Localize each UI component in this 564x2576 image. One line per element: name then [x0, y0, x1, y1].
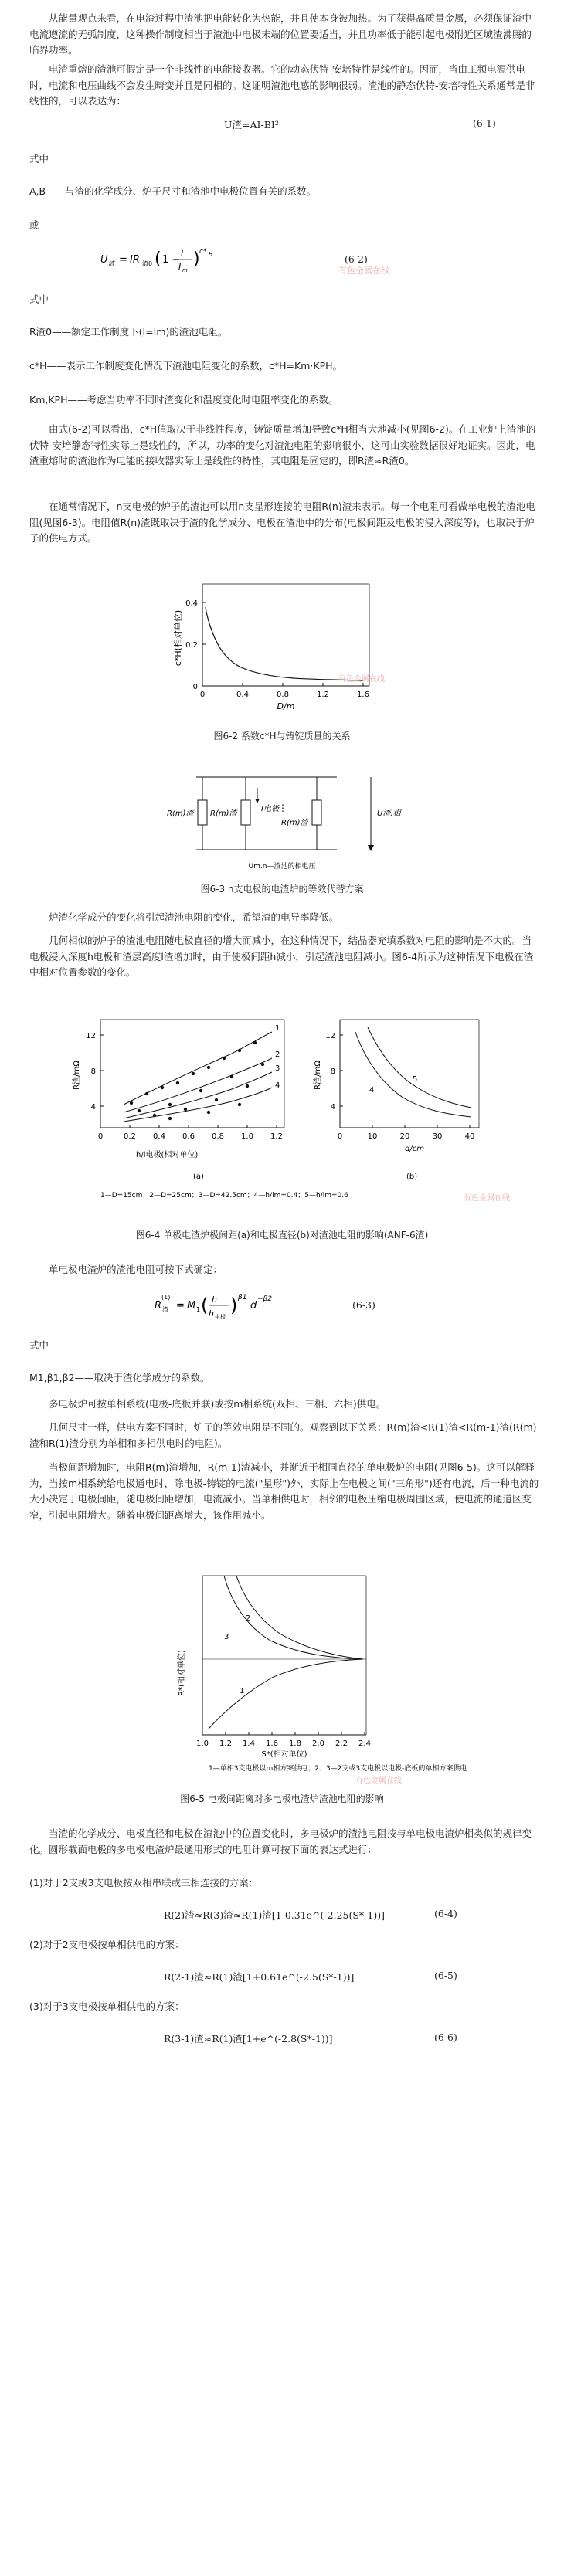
where-label-2: 式中	[29, 294, 49, 305]
fig63-voltage-label: U渣,相	[377, 809, 401, 818]
fig64a-y-tick: 12	[86, 1032, 96, 1040]
fig64a-data-point	[145, 1092, 148, 1095]
fig63-subcaption: Um.n—渣池的相电压	[248, 863, 316, 871]
svg-text:=: =	[176, 1300, 185, 1312]
fig63-r3-label: R(m)渣	[281, 819, 308, 827]
fig64a-data-point	[192, 1072, 195, 1075]
fig64a-y-tick: 8	[90, 1067, 96, 1076]
fig64a-y-tick: 4	[90, 1103, 96, 1112]
fig64a-data-point	[199, 1089, 202, 1092]
fig63-resistor-1	[198, 777, 207, 850]
paragraph-composition: 炉渣化学成分的变化将引起渣池电阻的变化，希望渣的电导率降低。	[49, 911, 339, 923]
fig62-x-axis-label: D/m	[277, 701, 295, 711]
fig64a-data-point	[130, 1101, 133, 1105]
definition-m1: M1,β1,β2——取决于渣化学成分的系数。	[29, 1372, 210, 1383]
definition-a-b: A,B——与渣的化学成分、炉子尺寸和渣池中电极位置有关的系数。	[29, 185, 317, 197]
fig64b-x-tick: 30	[432, 1132, 443, 1141]
fig62-watermark: 有色金属在线	[338, 675, 385, 684]
fig64-legend: 1—D=15cm；2—D=25cm；3—D=42.5cm；4—h/lm=0.4；5—h/lm=0.6	[100, 1192, 348, 1200]
fig64a-data-point	[176, 1081, 179, 1084]
svg-text:电极: 电极	[215, 1314, 226, 1320]
fig65-curve-2	[224, 1576, 363, 1659]
fig65-curve-label-1: 1	[240, 1687, 245, 1695]
fig64b-curve-4	[355, 1032, 471, 1117]
fig62-y-tick: 0	[192, 683, 198, 691]
fig62-axes	[202, 584, 369, 686]
fig64a-x-tick: 0	[97, 1132, 104, 1141]
fig65-axes	[202, 1576, 366, 1735]
fig65-x-tick: 2.0	[312, 1739, 324, 1748]
fig62-y-axis-label: c*H(相对单位)	[173, 609, 183, 667]
fig65-curve-1	[209, 1659, 363, 1729]
where-label-1: 式中	[29, 153, 49, 165]
fig64a-data-point	[207, 1066, 210, 1069]
fig62-x-tick: 1.6	[357, 691, 369, 699]
fig62-x-tick: 0.4	[236, 691, 249, 699]
figure-6-5	[0, 1565, 564, 1789]
svg-text:⋮: ⋮	[278, 803, 287, 813]
scheme-3-label: (3)对于3支电极按单相供电的方案：	[29, 2001, 185, 2012]
svg-text:1 −: 1 −	[162, 254, 181, 266]
fig65-x-tick: 1.8	[289, 1739, 301, 1748]
fig63-current-label: I电极	[261, 805, 279, 813]
svg-text:c*: c*	[199, 248, 207, 256]
paragraph-spacing: 当极间距增加时，电阻R(m)渣增加，R(m-1)渣减小，并渐近于相同直径的单电极炉的电阻(见图6-5)。这可以解释为，当按m相系统给电极通电时，除电极-铸锭的电流("星形")外，实际上在电极之间("三角形")还有电流，后一种电流的大小决定于电极间距，随电极间距增加，电流减小。当单相供电时，相邻的电极压缩电极周围区域，使电流的通道区变窄，引起电阻增大。随着电极间距离增大，该作用减小。	[29, 1461, 539, 1521]
svg-text:I: I	[178, 262, 182, 272]
fig63-resistor-3	[312, 777, 321, 850]
fig64-watermark: 有色金属在线	[464, 1194, 510, 1203]
formula-6-5: R(2-1)渣≈R(1)渣[1+0.61e^(-2.5(S*-1))]	[164, 1971, 355, 1983]
svg-text:h: h	[212, 1295, 217, 1305]
scheme-1-label: (1)对于2支或3支电极按双相串联或三相连接的方案：	[29, 1877, 259, 1889]
svg-text:(: (	[201, 1295, 209, 1316]
definition-ch: c*H——表示工作制度变化情况下渣池电阻变化的系数，c*H=Km·KPH。	[29, 360, 342, 372]
fig64b-y-tick: 4	[330, 1103, 335, 1112]
fig64b-x-tick: 0	[337, 1132, 343, 1141]
fig64a-data-point	[153, 1114, 156, 1117]
paragraph-general-formula: 当渣的化学成分、电极直径和电极在渣池中的位置变化时，多电极炉的渣池电阻按与单电极电渣炉相类似的规律变化。圆形截面电极的多电极电渣炉最通用形式的电阻计算可按下面的表达式进行：	[29, 1828, 532, 1855]
fig64-caption: 图6-4 单极电渣炉极间距(a)和电极直径(b)对渣池电阻的影响(ANF-6渣)	[135, 1230, 429, 1240]
fig64a-data-point	[238, 1049, 241, 1052]
fig64b-x-tick: 20	[399, 1132, 410, 1141]
equation-number-6-6: (6-6)	[434, 2031, 457, 2043]
svg-text:IR: IR	[130, 254, 140, 266]
fig64a-data-point	[223, 1057, 226, 1060]
fig62-x-tick: 1.2	[317, 691, 329, 699]
fig64b-x-tick: 40	[464, 1132, 475, 1141]
fig64a-data-point	[215, 1098, 218, 1101]
fig65-legend: 1—单相3支电极以m相方案供电；2、3—2支或3支电极以电极-底板的单相方案供电	[209, 1765, 467, 1773]
svg-text:d: d	[250, 1300, 257, 1312]
svg-text:h: h	[209, 1308, 214, 1319]
fig65-x-tick: 1.2	[219, 1739, 232, 1748]
svg-text:(1): (1)	[161, 1294, 171, 1301]
fig64a-data-point	[138, 1109, 141, 1112]
paragraph-slag-receiver: 电渣重熔的渣池可假定是一个非线性的电能接收器。它的动态伏特-安培特性是线性的。因而，当由工频电源供电时，电流和电压曲线不会发生畸变并且是同相的。这证明渣池电感的影响很弱。渣池的静态伏特-安培特性关系通常是非线性的，可以表达为：	[29, 63, 535, 107]
equation-number-6-2: (6-2)	[345, 253, 368, 265]
paragraph-linearity: 由式(6-2)可以看出，c*H值取决于非线性程度，铸锭质量增加导致c*H相当大地减小(见图6-2)。在工业炉上渣池的伏特-安培静态特性实际上是线性的，所以，功率的变化对渣池电阻的影响很小，这可由实验数据很好地证实。因此，电渣重熔时的渣池作为电能的接收器实际上是线性的特性，其电阻是固定的，即R渣≈R渣0。	[29, 423, 536, 467]
svg-text:H: H	[209, 251, 213, 257]
figure-6-2	[0, 572, 564, 726]
fig64a-x-tick: 0.4	[153, 1132, 165, 1141]
fig62-caption: 图6-2 系数c*H与铸锭质量的关系	[213, 731, 351, 742]
fig64a-data-point	[253, 1041, 257, 1044]
fig64a-curve-label-3: 3	[275, 1064, 280, 1073]
fig64a-curve-label-4: 4	[275, 1081, 280, 1090]
paragraph-single-electrode: 单电极电渣炉的渣池电阻可按下式确定：	[49, 1264, 223, 1275]
svg-text:渣: 渣	[108, 260, 114, 267]
fig65-watermark: 有色金属在线	[355, 1777, 402, 1785]
fig64a-data-point	[168, 1117, 172, 1120]
watermark: 有色金属在线	[338, 266, 389, 276]
fig63-resistor-2	[241, 777, 250, 850]
fig64b-x-tick: 10	[367, 1132, 378, 1141]
fig65-x-tick: 2.4	[358, 1739, 371, 1748]
fig64a-data-point	[238, 1103, 241, 1106]
fig64b-y-tick: 8	[330, 1067, 335, 1076]
fig64a-panel-label: (a)	[193, 1173, 204, 1181]
fig64a-curve-3	[124, 1072, 272, 1118]
fig62-x-tick: 0	[199, 691, 206, 699]
svg-text:R: R	[155, 1300, 162, 1312]
fig64a-x-tick: 1.0	[241, 1132, 253, 1141]
formula-6-3	[155, 1288, 309, 1325]
fig64a-data-point	[246, 1084, 249, 1088]
fig64a-x-tick: 0.2	[124, 1132, 136, 1141]
svg-text:1: 1	[196, 1306, 201, 1313]
svg-text:=: =	[119, 254, 127, 266]
fig64b-axes	[340, 1020, 479, 1128]
fig64a-data-point	[207, 1111, 210, 1114]
fig65-y-label: R*(相对单位)	[178, 1650, 186, 1696]
fig63-r2-label: R(m)渣	[210, 809, 237, 818]
fig62-y-tick: 0.2	[185, 641, 198, 650]
fig65-x-tick: 1.0	[196, 1739, 209, 1748]
svg-text:): )	[230, 1295, 238, 1316]
where-label-3: 式中	[29, 1339, 49, 1351]
fig64b-panel-label: (b)	[406, 1173, 418, 1181]
equation-number-6-1: (6-1)	[473, 117, 496, 129]
svg-text:渣0: 渣0	[142, 260, 153, 267]
fig63-caption: 图6-3 n支电极的电渣炉的等效代替方案	[200, 884, 364, 894]
svg-text:M: M	[187, 1300, 196, 1312]
definition-km: Km,KPH——考虑当功率不同时渣变化和温度变化时电阻率变化的系数。	[29, 394, 338, 406]
formula-6-2	[100, 244, 255, 277]
svg-text:): )	[193, 249, 200, 269]
definition-r0: R渣0——额定工作制度下(I=Im)的渣池电阻。	[29, 326, 228, 338]
fig64a-data-point	[230, 1075, 233, 1078]
fig64b-curve-5	[368, 1027, 471, 1108]
paragraph-intro: 从能量观点来看，在电渣过程中渣池把电能转化为热能，并且使本身被加热。为了获得高质量金属，必须保证渣中电流遵流的无弧制度，这种操作制度相当于渣池中电极末端的位置要适当，并且功率低于能引起电极附近区域渣沸腾的临界功率。	[29, 12, 532, 56]
fig65-x-label: S*(相对单位)	[261, 1750, 307, 1759]
fig65-x-tick: 1.6	[266, 1739, 278, 1748]
svg-text:I: I	[181, 249, 184, 259]
fig64a-data-point	[161, 1086, 164, 1089]
fig64a-data-point	[168, 1103, 172, 1106]
paragraph-supply-scheme: 几何尺寸一样，供电方案不同时，炉子的等效电阻是不同的。观察到以下关系：R(m)渣<R(1)渣<R(m-1)渣(R(m)渣和R(1)渣分别为单相和多相供电时的电阻)。	[29, 1421, 537, 1449]
equation-number-6-4: (6-4)	[434, 1908, 457, 1919]
fig64b-curve-label-5: 5	[413, 1075, 418, 1084]
figure-6-3	[0, 765, 564, 881]
fig62-y-tick: 0.4	[185, 599, 198, 608]
equation-number-6-3: (6-3)	[352, 1299, 375, 1311]
scheme-2-label: (2)对于2支电极按单相供电的方案：	[29, 1939, 185, 1950]
fig64a-curve-2	[124, 1058, 272, 1112]
fig64a-x-tick: 1.2	[270, 1132, 283, 1141]
formula-6-1: U渣=AI-BI²	[224, 119, 279, 131]
fig64a-curve-label-2: 2	[275, 1050, 280, 1059]
fig64a-data-point	[261, 1063, 264, 1066]
svg-text:β1: β1	[238, 1294, 247, 1302]
fig64a-x-label: h/l电极(相对单位)	[136, 1151, 199, 1159]
fig64a-x-tick: 0.6	[182, 1132, 195, 1141]
equation-number-6-5: (6-5)	[434, 1970, 457, 1981]
paragraph-multi-electrode: 多电极炉可按单相系统(电极-底板并联)或按m相系统(双相、三相、六相)供电。	[49, 1398, 386, 1410]
fig64b-x-label: d/cm	[405, 1145, 424, 1153]
svg-text:−β2: −β2	[257, 1295, 273, 1303]
fig64b-curve-label-4: 4	[369, 1086, 375, 1095]
fig64a-curve-label-1: 1	[275, 1024, 280, 1033]
fig65-x-tick: 1.4	[243, 1739, 255, 1748]
paragraph-geometry: 几何相似的炉子的渣池电阻随电极直径的增大而减小，在这种情况下，结晶器充填系数对电阻的影响是不大的。当电极浸入深度h电极和渣层高度l渣增加时，由于使极间距h减小，引起渣池电阻减小。图6-4所示为这种情况下电极在渣中相对位置参数的变化。	[29, 935, 534, 979]
figure-6-4	[0, 996, 564, 1228]
paragraph-electrodes: 在通常情况下，n支电极的炉子的渣池可以用n支星形连接的电阻R(n)渣来表示。每一个电阻可看做单电极的渣池电阻(见图6-3)。电阻值R(n)渣既取决于渣的化学成分、电极在渣池中的分布(电极间距及电极的浸入深度等)，也取决于炉子的供电方式。	[29, 501, 535, 545]
fig65-curve-label-3: 3	[224, 1633, 229, 1641]
fig65-x-tick: 2.2	[335, 1739, 348, 1748]
fig64b-y-tick: 12	[325, 1032, 335, 1040]
svg-text:U: U	[100, 254, 108, 266]
fig65-caption: 图6-5 电极间距离对多电极电渣炉渣池电阻的影响	[180, 1794, 384, 1804]
fig62-curve	[206, 607, 363, 680]
or-label: 或	[29, 219, 39, 231]
svg-text:m: m	[182, 267, 188, 273]
formula-6-6: R(3-1)渣≈R(1)渣[1+e^(-2.8(S*-1))]	[164, 2033, 333, 2045]
fig65-curve-label-2: 2	[246, 1614, 251, 1623]
fig63-r1-label: R(m)渣	[167, 809, 194, 818]
fig65-curve-3	[236, 1576, 363, 1659]
fig64a-x-tick: 0.8	[212, 1132, 224, 1141]
svg-text:渣: 渣	[162, 1306, 168, 1313]
fig64a-data-point	[184, 1108, 187, 1111]
formula-6-4: R(2)渣≈R(3)渣≈R(1)渣[1-0.31e^(-2.25(S*-1))]	[164, 1909, 385, 1921]
fig64a-y-label: R渣/mΩ	[73, 1061, 81, 1090]
fig62-x-tick: 0.8	[277, 691, 289, 699]
fig64b-y-label: R渣/mΩ	[314, 1061, 322, 1090]
svg-text:(: (	[155, 249, 161, 269]
